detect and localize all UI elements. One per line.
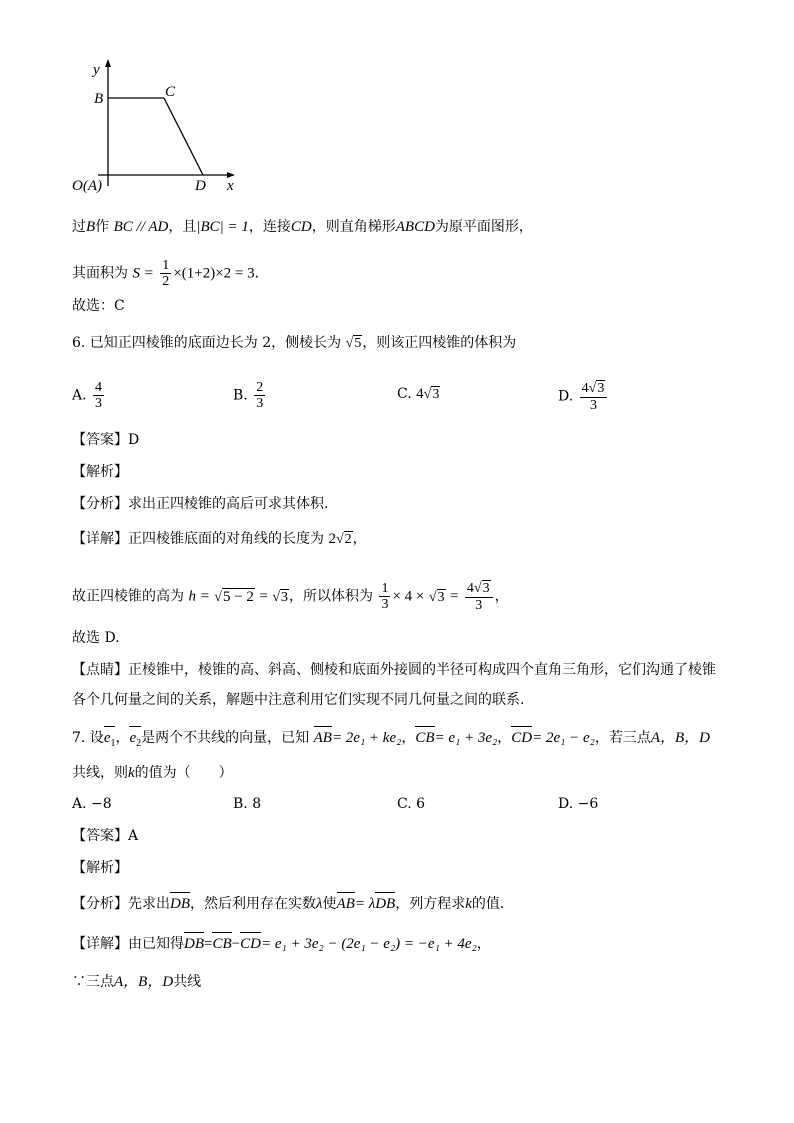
fraction xyxy=(93,380,104,411)
frac-den: 3 xyxy=(381,597,389,612)
radicand: 3 xyxy=(281,589,288,605)
q7-fenxi xyxy=(72,894,504,914)
math-cd: CD xyxy=(290,219,312,235)
vector-e2 xyxy=(129,728,141,754)
label-c: C xyxy=(165,84,176,100)
text-segment: ，则该正四棱锥的体积为 xyxy=(362,335,517,351)
math-parallel: BC // AD xyxy=(113,219,169,235)
q7-answer xyxy=(72,826,138,846)
frac-num: 2 xyxy=(256,380,264,395)
dianjing-tag: 【点睛】 xyxy=(72,662,128,678)
text-segment: 过 xyxy=(72,219,86,235)
frac-den: 3 xyxy=(95,396,103,411)
sqrt: √3 xyxy=(423,387,440,402)
q6-dianjing-2: 各个几何量之间的关系，解题中注意利用它们实现不同几何量之间的联系. xyxy=(72,692,525,708)
math-h: h = xyxy=(188,588,210,605)
math-expr: = 2e₁ − e₂ xyxy=(532,730,595,746)
equals: = xyxy=(204,936,213,952)
coefficient: 2 xyxy=(328,531,336,547)
frac-num: 1 xyxy=(162,258,170,273)
xiangjie-tag: 【详解】 xyxy=(72,531,128,547)
label-x: x xyxy=(227,178,234,194)
text-segment: ∵三点 xyxy=(72,974,114,990)
radicand: 5 xyxy=(354,336,362,351)
radicand: 3 xyxy=(432,387,440,402)
q6-option-a[interactable] xyxy=(72,380,106,411)
coefficient: 4 xyxy=(416,386,424,402)
subscript: 1 xyxy=(110,738,116,749)
minus: − xyxy=(231,936,241,952)
math-abs: |BC| = 1 xyxy=(196,219,249,235)
text-segment: 共线，则 xyxy=(72,765,128,781)
q6-conclude: 故选 D. xyxy=(72,630,120,646)
fraction xyxy=(254,380,265,411)
text-segment: ，则直角梯形 xyxy=(311,219,396,235)
q7-last-line xyxy=(72,972,201,992)
q6-stem xyxy=(72,333,516,354)
fenxi-tag: 【分析】 xyxy=(72,496,128,512)
text-segment: ． xyxy=(254,265,269,282)
q7-xiangjie xyxy=(72,934,491,954)
math-b: B xyxy=(86,219,96,235)
sqrt: √3 xyxy=(272,589,288,605)
vector-e1 xyxy=(104,728,116,754)
label-y: y xyxy=(93,62,100,78)
text-segment: ，所以体积为 xyxy=(289,588,373,605)
radicand: 3 xyxy=(597,381,605,396)
frac-den: 3 xyxy=(589,398,597,413)
frac-den: 2 xyxy=(162,274,170,289)
q6-answer xyxy=(72,430,139,450)
vector-cd: CD xyxy=(511,730,533,746)
q6-dianjing-1 xyxy=(72,660,716,680)
math-times: × 4 × xyxy=(392,588,425,605)
fenxi-tag: 【分析】 xyxy=(72,896,128,912)
fraction xyxy=(465,580,493,613)
analysis-tag: 【解析】 xyxy=(72,860,128,876)
answer-value: D xyxy=(128,432,140,448)
radicand: 3 xyxy=(437,589,445,605)
option-label: B. xyxy=(233,387,248,404)
frac-num xyxy=(580,380,608,398)
text-segment: ，列方程求 xyxy=(395,896,466,912)
sqrt-5: √5 xyxy=(345,336,362,351)
radicand: 3 xyxy=(482,581,490,596)
text-segment: ， xyxy=(494,588,509,605)
text-segment: 其面积为 xyxy=(72,265,128,282)
frac-num xyxy=(465,580,493,598)
text-segment: 由已知得 xyxy=(128,936,184,952)
math-k: k xyxy=(465,896,472,912)
vector-db: DB xyxy=(170,896,190,912)
text-segment: ，且 xyxy=(168,219,197,235)
coefficient: 4 xyxy=(581,381,589,396)
sqrt: √5 − 2 xyxy=(214,588,254,605)
label-origin: O(A) xyxy=(72,178,102,194)
trapezoid-figure xyxy=(68,56,248,201)
analysis-tag: 【解析】 xyxy=(72,464,128,480)
fraction-half xyxy=(160,258,171,289)
answer-choice-line: 故选：C xyxy=(72,298,125,314)
text-segment: ，然后利用存在实数 xyxy=(190,896,316,912)
option-label: D. xyxy=(558,388,574,405)
q6-fenxi xyxy=(72,494,328,514)
sqrt: √3 xyxy=(588,381,605,396)
text-segment: 作 xyxy=(95,219,110,235)
text-segment: ，若三点 xyxy=(594,730,651,746)
q7-stem-1 xyxy=(72,728,710,754)
sqrt: √2 xyxy=(335,532,352,547)
text-segment: ， xyxy=(476,936,491,952)
text-segment: ， xyxy=(352,531,367,547)
equals: = xyxy=(259,588,268,605)
vec-letter: e xyxy=(129,730,137,746)
text-segment: 使 xyxy=(322,896,337,912)
math-s: S = xyxy=(132,265,154,282)
equals: = xyxy=(449,588,459,605)
coefficient: 4 xyxy=(466,581,474,596)
option-label: C. xyxy=(397,386,412,402)
answer-tag: 【答案】 xyxy=(72,828,128,844)
q6-analysis-tag xyxy=(72,462,128,482)
text-segment: 求出正四棱锥的高后可求其体积. xyxy=(128,496,329,512)
q6-height-line xyxy=(72,580,509,613)
answer-value: A xyxy=(128,828,139,844)
text-segment: 的值为（ ） xyxy=(134,765,233,781)
text-segment: 共线 xyxy=(173,974,202,990)
q7-option-b[interactable]: B. 8 xyxy=(233,796,262,812)
text-segment: 为原平面图形， xyxy=(434,219,533,235)
q6-xiangjie xyxy=(72,529,367,550)
q6-option-d[interactable] xyxy=(558,380,609,413)
label-d: D xyxy=(195,178,206,194)
math-expr: = 2e₁ + ke₂ xyxy=(331,730,402,746)
q7-stem-2 xyxy=(72,763,233,783)
math-expr: = λ xyxy=(354,896,376,912)
vector-cd: CD xyxy=(240,936,261,952)
vector-cb: CB xyxy=(415,730,435,746)
radicand: 2 xyxy=(344,532,352,547)
text-segment: 7. 设 xyxy=(72,730,104,746)
frac-num: 1 xyxy=(381,581,389,596)
text-segment: ， xyxy=(401,730,416,746)
text-line-1 xyxy=(72,217,533,237)
text-segment: 正四棱锥底面的对角线的长度为 xyxy=(128,531,324,547)
vec-letter: e xyxy=(103,730,111,746)
sqrt: √3 xyxy=(473,581,490,596)
sqrt: √3 xyxy=(428,589,445,605)
fraction xyxy=(379,581,390,612)
option-label: A. xyxy=(72,387,87,404)
math-area: ×(1+2)×2 = 3 xyxy=(173,265,255,282)
q7-option-c[interactable]: C. 6 xyxy=(397,796,426,812)
vector-cb: CB xyxy=(212,936,232,952)
q7-option-a[interactable]: A. −8 xyxy=(72,796,112,812)
math-points: A，B，D xyxy=(650,730,711,746)
math-points: A，B，D xyxy=(114,974,174,990)
text-segment: 故正四棱锥的高为 xyxy=(72,588,184,605)
frac-den: 3 xyxy=(475,598,483,613)
math-lambda: λ xyxy=(316,896,323,912)
text-segment: 6. 已知正四棱锥的底面边长为 2，侧棱长为 xyxy=(72,335,342,351)
text-segment: 的值. xyxy=(471,896,505,912)
vector-db: DB xyxy=(375,896,396,912)
y-axis-arrow xyxy=(105,59,111,67)
text-line-2 xyxy=(72,258,269,289)
frac-num: 4 xyxy=(95,380,103,395)
vector-db: DB xyxy=(184,936,204,952)
math-k: k xyxy=(128,765,135,781)
math-expr: = e₁ + 3e₂ − (2e₁ − e₂) = −e₁ + 4e₂ xyxy=(260,936,477,952)
text-segment: ， xyxy=(497,730,512,746)
text-segment: 正棱锥中，棱锥的高、斜高、侧棱和底面外接圆的半径可构成四个直角三角形，它们沟通了棱锥 xyxy=(128,662,716,678)
text-segment: ， xyxy=(115,730,130,746)
vector-ab: AB xyxy=(313,730,332,746)
math-expr: = e₁ + 3e₂ xyxy=(434,730,498,746)
answer-tag: 【答案】 xyxy=(72,432,128,448)
q6-option-c[interactable] xyxy=(397,384,440,405)
text-segment: ，连接 xyxy=(248,219,291,235)
text-segment: 是两个不共线的向量，已知 xyxy=(141,730,310,746)
q6-option-b[interactable] xyxy=(233,380,267,411)
radicand: 5 − 2 xyxy=(222,588,254,605)
fraction xyxy=(580,380,608,413)
label-b: B xyxy=(94,91,104,107)
math-abcd: ABCD xyxy=(395,219,435,235)
text-segment: 先求出 xyxy=(128,896,170,912)
frac-den: 3 xyxy=(256,396,264,411)
q7-option-d[interactable]: D. −6 xyxy=(558,796,599,812)
vector-ab: AB xyxy=(336,896,355,912)
segment-cd xyxy=(164,98,203,175)
q7-analysis-tag xyxy=(72,858,128,878)
subscript: 2 xyxy=(136,738,142,749)
xiangjie-tag: 【详解】 xyxy=(72,936,128,952)
